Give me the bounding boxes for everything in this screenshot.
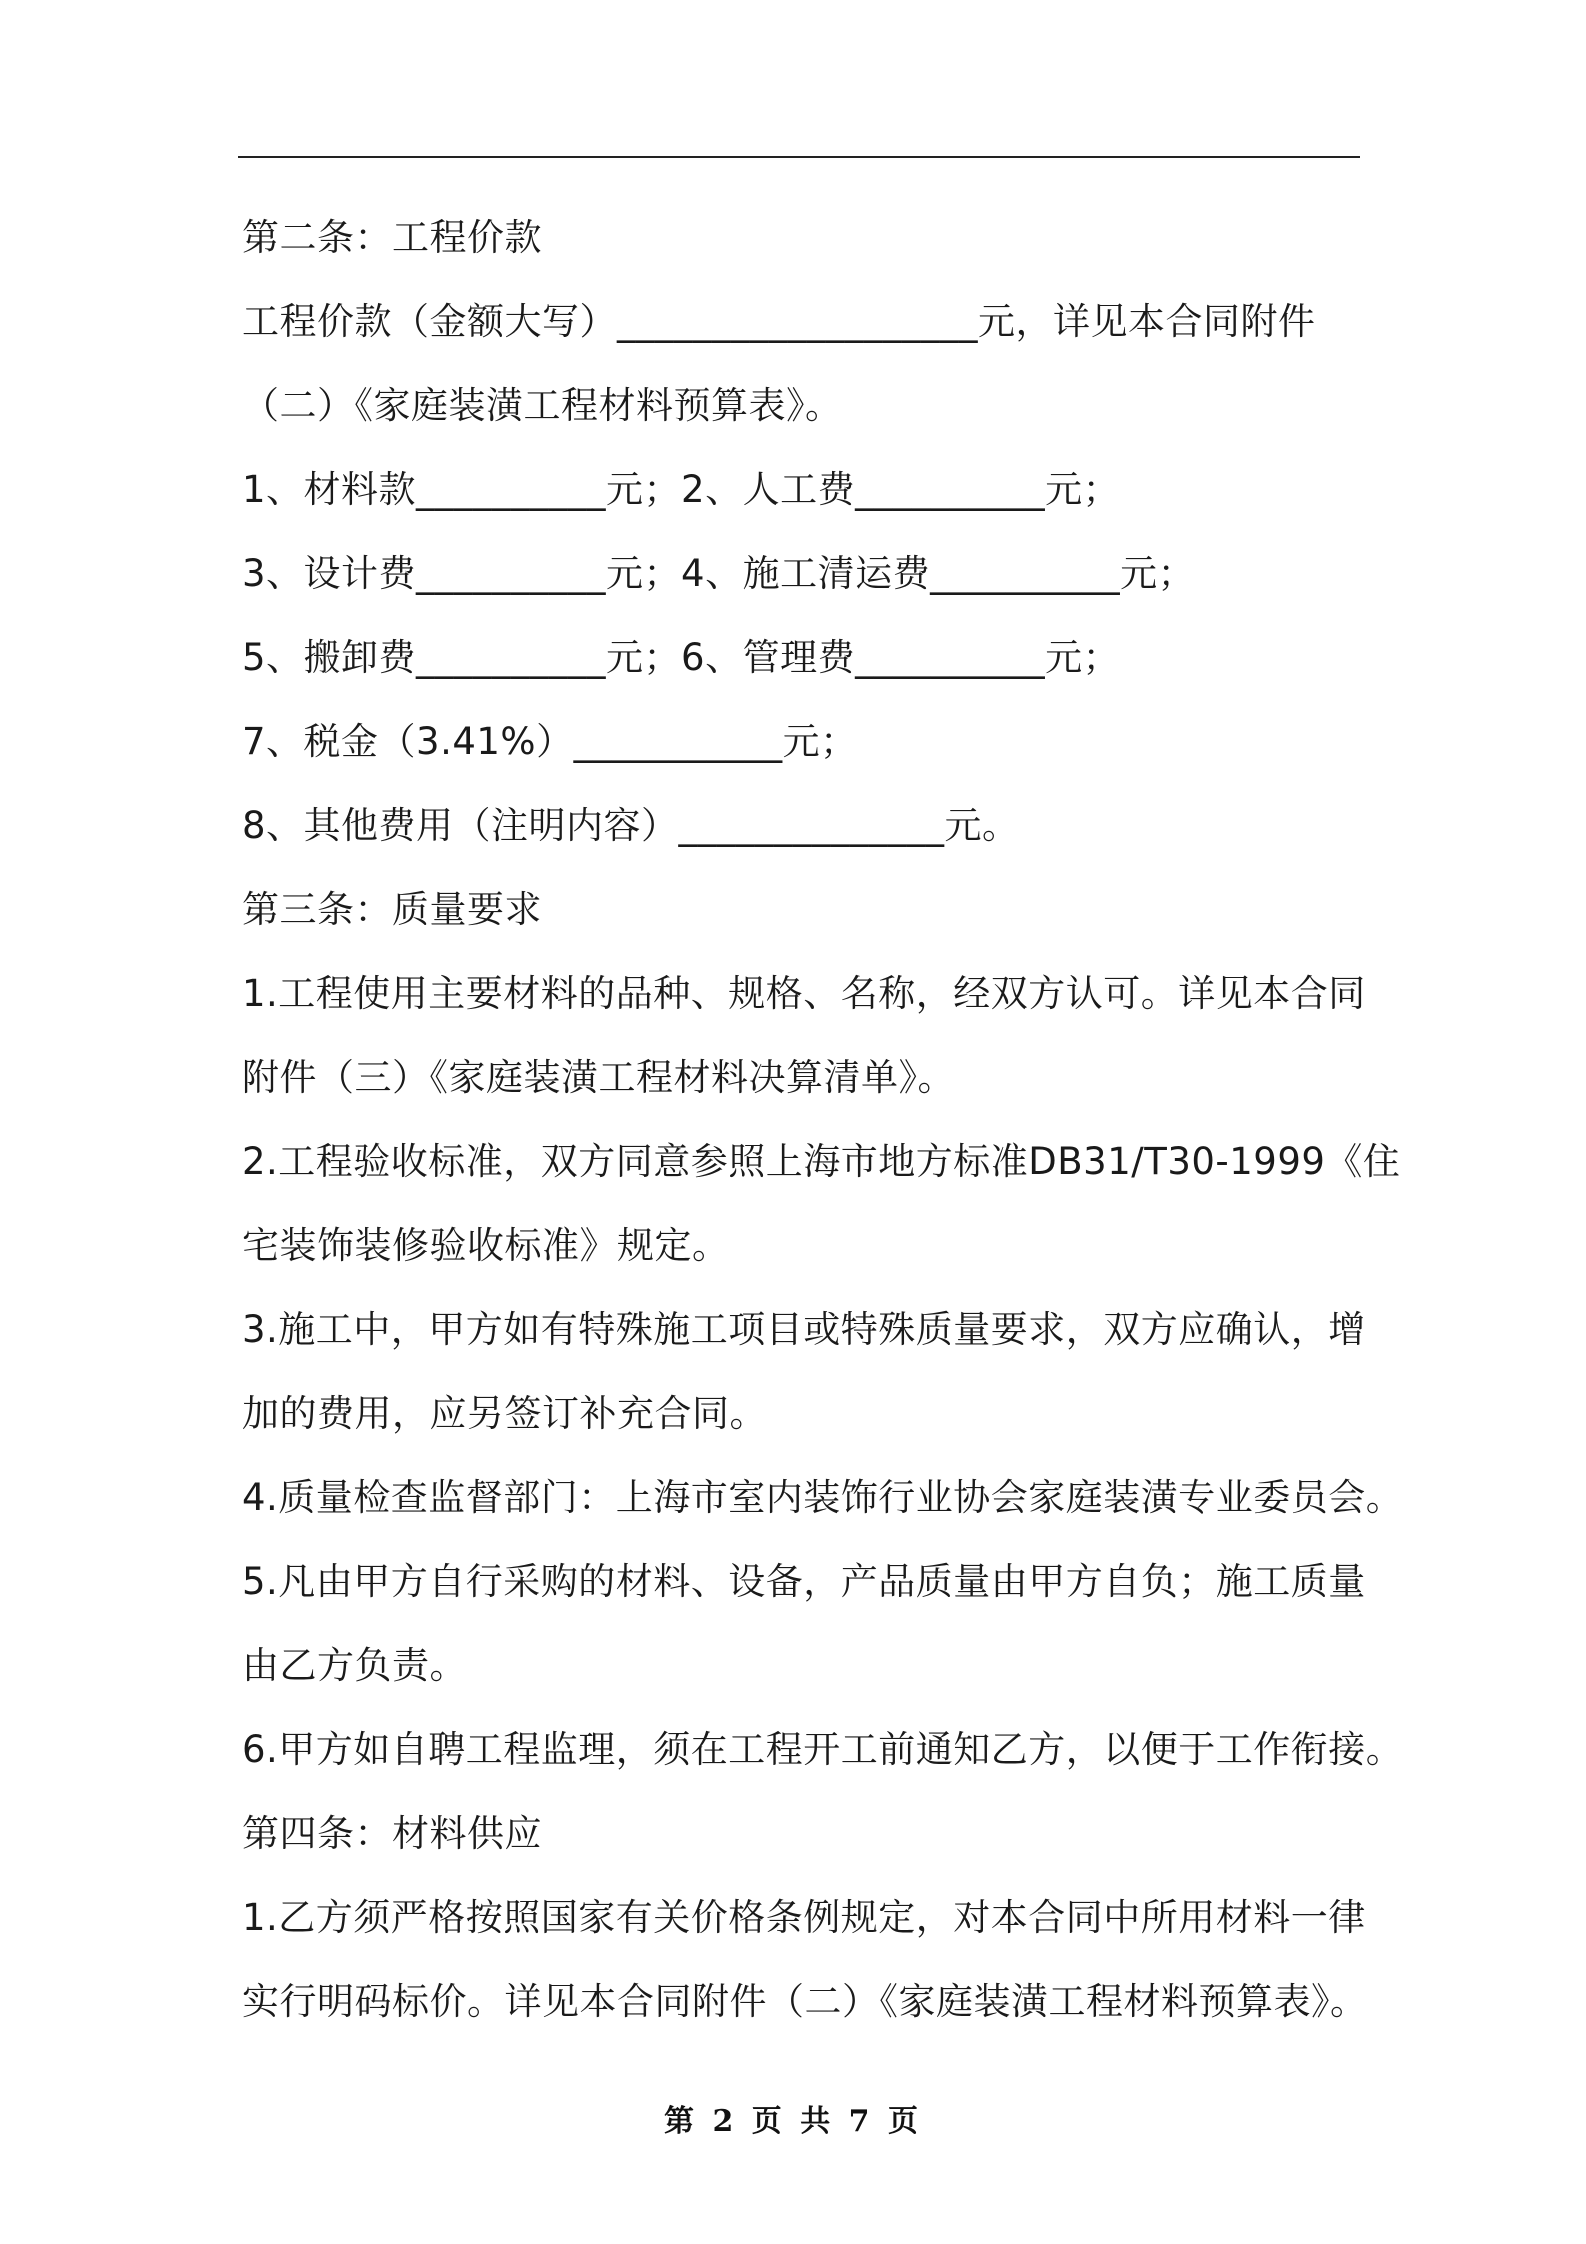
article-3-heading: 第三条：质量要求 [242, 888, 542, 931]
page-number-footer: 第 2 页 共 7 页 [664, 2104, 922, 2139]
paragraph-line: （二）《家庭装潢工程材料预算表》。 [242, 384, 843, 427]
paragraph-line: 5.凡由甲方自行采购的材料、设备，产品质量由甲方自负；施工质量 [242, 1560, 1366, 1603]
paragraph-line: 附件（三）《家庭装潢工程材料决算清单》。 [242, 1056, 955, 1099]
paragraph-line: 3、设计费__________元；4、施工清运费__________元； [242, 552, 1196, 595]
paragraph-line: 工程价款（金额大写）___________________元，详见本合同附件 [242, 300, 1316, 343]
paragraph-line: 4.质量检查监督部门：上海市室内装饰行业协会家庭装潢专业委员会。 [242, 1476, 1404, 1519]
paragraph-line: 3.施工中，甲方如有特殊施工项目或特殊质量要求，双方应确认，增 [242, 1308, 1366, 1351]
article-2-heading: 第二条：工程价款 [242, 216, 542, 259]
paragraph-line: 实行明码标价。详见本合同附件（二）《家庭装潢工程材料预算表》。 [242, 1980, 1368, 2023]
article-4-heading: 第四条：材料供应 [242, 1812, 542, 1855]
paragraph-line: 加的费用，应另签订补充合同。 [242, 1392, 767, 1435]
paragraph-line: 2.工程验收标准，双方同意参照上海市地方标准DB31/T30-1999《住 [242, 1140, 1401, 1183]
paragraph-line: 宅装饰装修验收标准》规定。 [242, 1224, 730, 1267]
paragraph-line: 由乙方负责。 [242, 1644, 467, 1687]
paragraph-line: 1.乙方须严格按照国家有关价格条例规定，对本合同中所用材料一律 [242, 1896, 1366, 1939]
paragraph-line: 8、其他费用（注明内容）______________元。 [242, 804, 1020, 847]
paragraph-line: 1、材料款__________元；2、人工费__________元； [242, 468, 1121, 511]
paragraph-line: 5、搬卸费__________元；6、管理费__________元； [242, 636, 1121, 679]
paragraph-line: 6.甲方如自聘工程监理，须在工程开工前通知乙方，以便于工作衔接。 [242, 1728, 1404, 1771]
document-body [242, 196, 1402, 2044]
paragraph-line: 7、税金（3.41%）___________元； [242, 720, 858, 763]
header-rule [238, 156, 1360, 158]
paragraph-line: 1.工程使用主要材料的品种、规格、名称，经双方认可。详见本合同 [242, 972, 1366, 1015]
